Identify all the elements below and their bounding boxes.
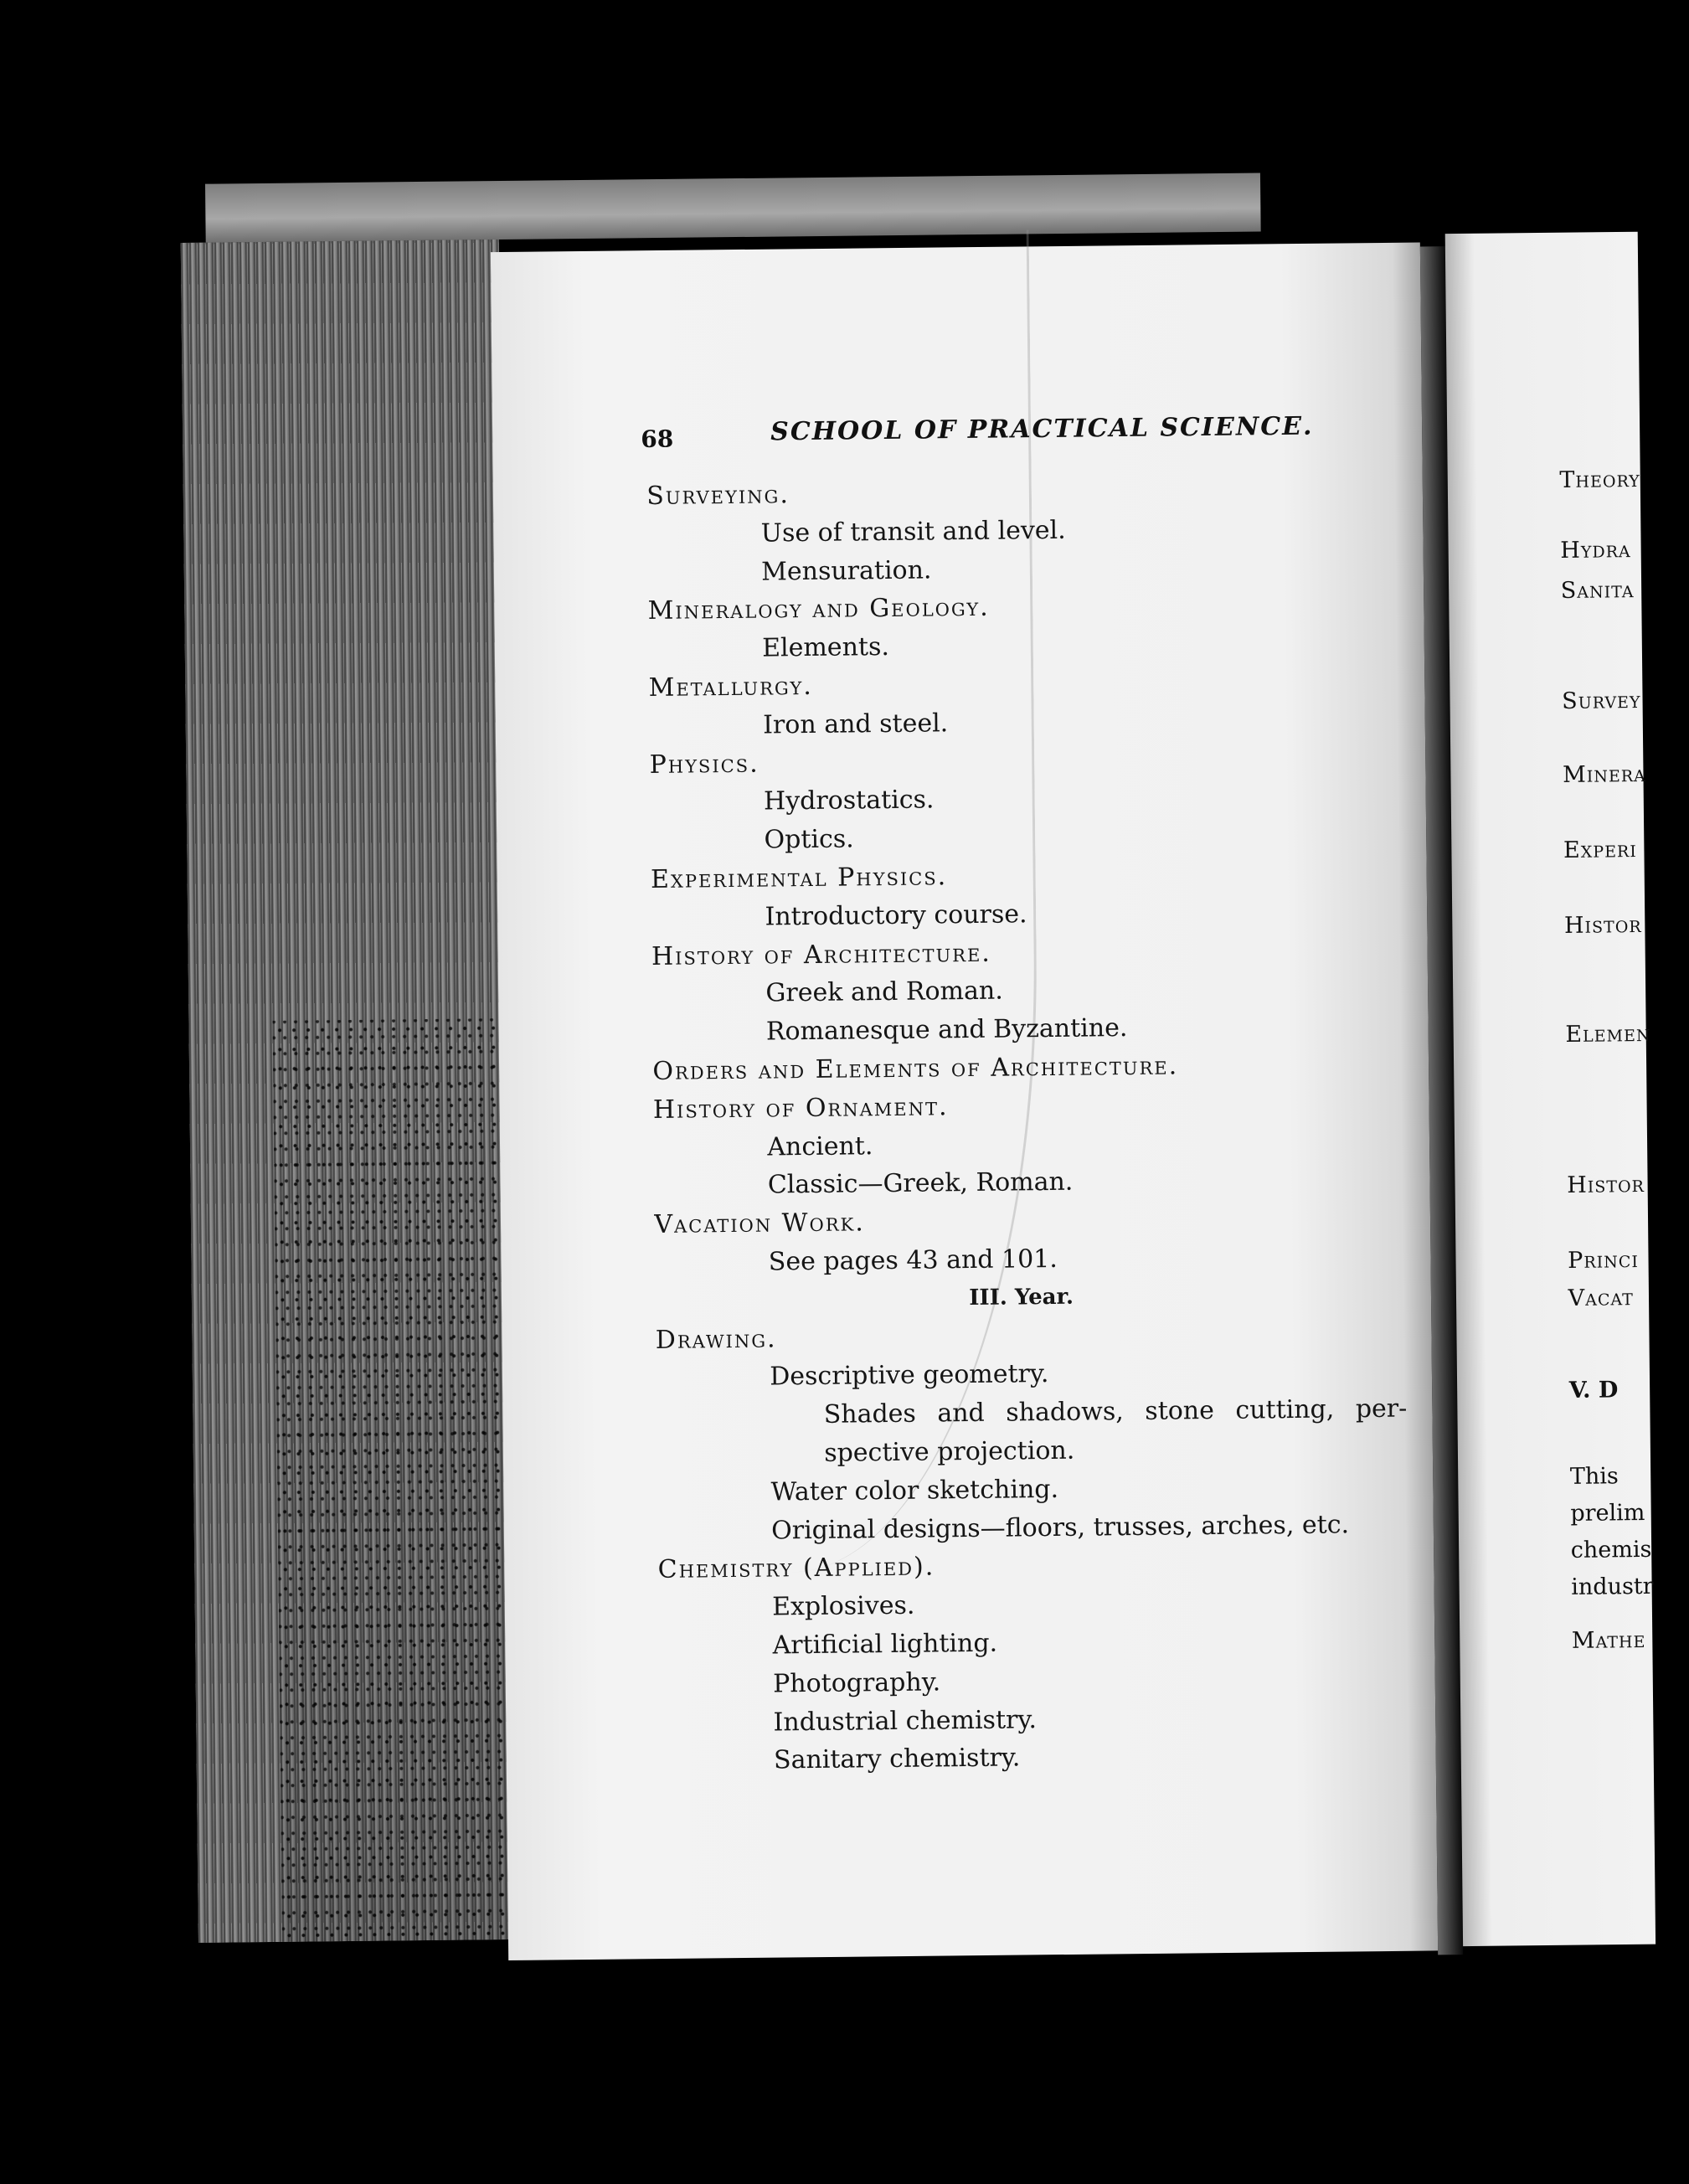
section-item: Greek and Roman. [765, 976, 1003, 1008]
section-heading: Surveying. [646, 480, 790, 511]
section-heading: History of Architecture. [651, 938, 992, 971]
section-heading: Drawing. [655, 1323, 777, 1355]
facing-fragment: Minera [1562, 760, 1646, 788]
section-heading: Vacation Work. [654, 1208, 865, 1240]
facing-fragment: Experi [1563, 837, 1637, 863]
page-top-edge [205, 173, 1261, 242]
facing-fragment: Hydra [1560, 537, 1631, 564]
section-item: Optics. [764, 824, 854, 855]
section-heading: Physics. [649, 749, 760, 780]
facing-fragment: Elemen [1565, 1020, 1651, 1048]
facing-fragment: Histor [1563, 911, 1642, 939]
running-head [641, 411, 1394, 459]
year-title: III. Year. [969, 1284, 1074, 1311]
section-item: Romanesque and Byzantine. [765, 1013, 1128, 1047]
page-stack-edge [181, 240, 517, 1943]
facing-fragment: Vacat [1568, 1285, 1634, 1311]
page-number: 68 [641, 425, 674, 453]
facing-fragment: Histor [1567, 1171, 1645, 1198]
section-heading: Experimental Physics. [650, 862, 948, 894]
section-item: Photography. [772, 1667, 941, 1699]
facing-fragment: Princi [1568, 1247, 1640, 1274]
facing-fragment: chemis [1570, 1536, 1652, 1563]
section-item: Elements. [761, 632, 890, 663]
section-item: Industrial chemistry. [773, 1704, 1038, 1737]
section-item: Sanitary chemistry. [773, 1743, 1021, 1775]
section-item: Mensuration. [761, 555, 932, 587]
facing-fragment: This [1569, 1463, 1619, 1490]
section-item: Introductory course. [765, 899, 1027, 932]
section-item: Iron and steel. [762, 708, 949, 740]
section-item: Use of transit and level. [760, 515, 1066, 549]
facing-fragment: Theory [1559, 466, 1640, 493]
page-content [646, 469, 1464, 1781]
section-item: Original designs—floors, trusses, arches, etc. [770, 1509, 1350, 1546]
section-item: Classic—Greek, Roman. [767, 1167, 1074, 1200]
facing-fragment: Survey [1562, 687, 1641, 714]
section-heading: Mineralogy and Geology. [647, 593, 990, 626]
section-item: See pages 43 and 101. [768, 1244, 1058, 1277]
section-sub-item: Shades and shadows, stone cutting, per- [823, 1393, 1408, 1429]
section-heading: Orders and Elements of Architecture. [652, 1051, 1179, 1086]
running-head-title: SCHOOL OF PRACTICAL SCIENCE. [770, 411, 1314, 447]
section-item: Water color sketching. [770, 1474, 1059, 1507]
facing-fragment: V. D [1568, 1377, 1619, 1404]
section-sub-item: spective projection. [824, 1435, 1075, 1468]
section-item: Explosives. [771, 1590, 915, 1622]
section-item: Artificial lighting. [772, 1628, 998, 1661]
section-heading: History of Ornament. [652, 1092, 949, 1125]
section-heading: Metallurgy. [648, 671, 813, 703]
section-heading: Chemistry (Applied). [657, 1552, 935, 1585]
section-item: Ancient. [767, 1131, 873, 1162]
facing-fragment: Mathe [1571, 1626, 1646, 1654]
facing-fragment: industr [1571, 1573, 1654, 1600]
facing-fragment: prelim [1570, 1499, 1645, 1527]
section-item: Descriptive geometry. [770, 1359, 1049, 1392]
section-item: Hydrostatics. [763, 785, 935, 816]
facing-fragment: Sanita [1560, 577, 1635, 604]
